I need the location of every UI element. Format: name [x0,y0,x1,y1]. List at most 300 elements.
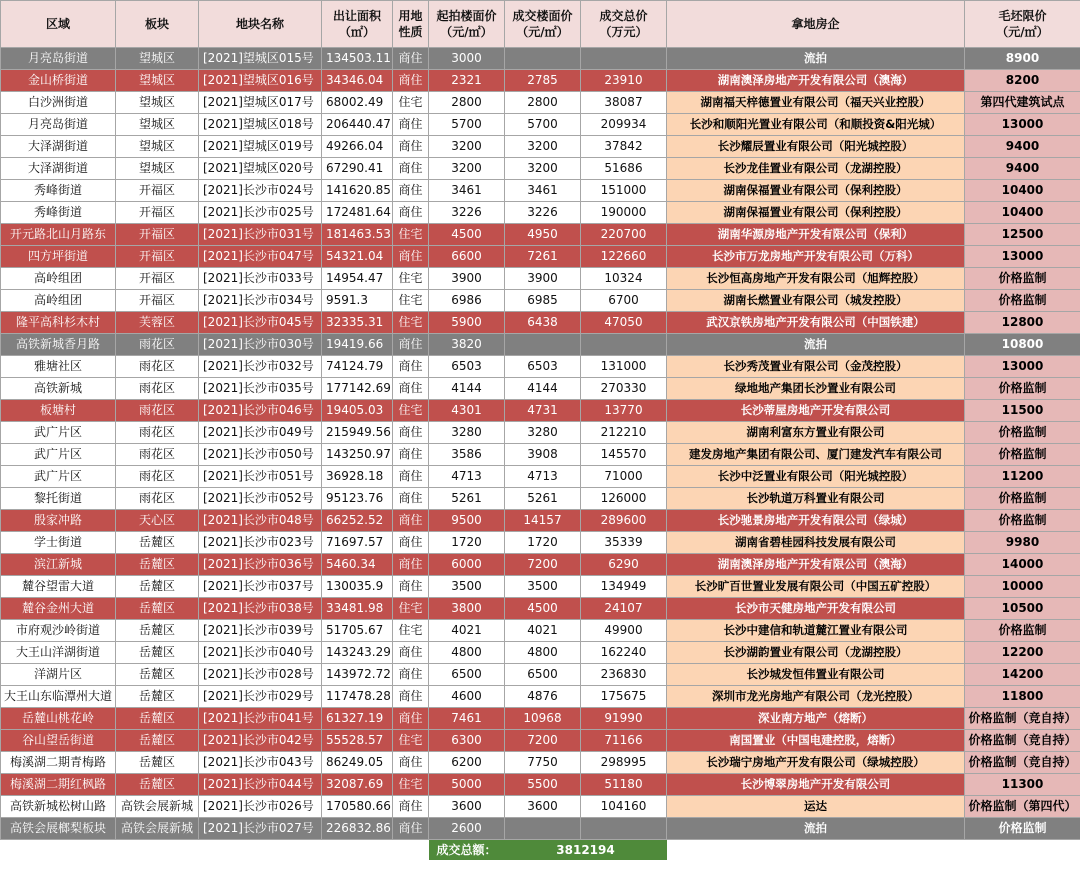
cell-deal-price: 5700 [505,114,581,136]
cell-sector: 开福区 [116,202,199,224]
table-row [1,488,1080,510]
cell-land-use: 商住 [393,554,429,576]
cell-start-price: 4144 [429,378,505,400]
total-row [1,840,1080,861]
table-row [1,356,1080,378]
cell-start-price: 6600 [429,246,505,268]
cell-deal-price: 3900 [505,268,581,290]
cell-land-use: 商住 [393,422,429,444]
column-header-region: 区域 [1,1,116,48]
cell-sector: 雨花区 [116,488,199,510]
cell-price-limit: 价格监制（竞自持） [965,752,1080,774]
table-row [1,532,1080,554]
cell-land-use: 住宅 [393,598,429,620]
cell-total-price: 38087 [581,92,667,114]
cell-land-use: 商住 [393,818,429,840]
cell-parcel-name: [2021]长沙市034号 [199,290,322,312]
cell-price-limit: 9400 [965,136,1080,158]
cell-price-limit: 第四代建筑试点 [965,92,1080,114]
cell-total-price: 298995 [581,752,667,774]
cell-developer: 湖南保福置业有限公司（保利控股） [667,180,965,202]
cell-deal-price: 6503 [505,356,581,378]
cell-sector: 岳麓区 [116,598,199,620]
cell-sector: 芙蓉区 [116,312,199,334]
cell-land-use: 住宅 [393,290,429,312]
cell-area: 86249.05 [322,752,393,774]
cell-parcel-name: [2021]长沙市042号 [199,730,322,752]
cell-parcel-name: [2021]长沙市037号 [199,576,322,598]
column-header-start-price: 起拍楼面价 （元/㎡） [429,1,505,48]
column-header-price-limit: 毛坯限价 （元/㎡） [965,1,1080,48]
cell-total-price [581,818,667,840]
cell-deal-price: 7200 [505,730,581,752]
cell-land-use: 住宅 [393,774,429,796]
cell-sector: 望城区 [116,158,199,180]
cell-land-use: 商住 [393,48,429,70]
cell-deal-price: 5261 [505,488,581,510]
cell-area: 134503.11 [322,48,393,70]
cell-parcel-name: [2021]望城区015号 [199,48,322,70]
table-row [1,466,1080,488]
cell-sector: 雨花区 [116,334,199,356]
cell-land-use: 商住 [393,686,429,708]
table-row [1,70,1080,92]
cell-start-price: 5000 [429,774,505,796]
cell-region: 高岭组团 [1,290,116,312]
cell-land-use: 住宅 [393,92,429,114]
cell-region: 洋湖片区 [1,664,116,686]
cell-developer: 湖南保福置业有限公司（保利控股） [667,202,965,224]
cell-price-limit: 10400 [965,180,1080,202]
cell-parcel-name: [2021]望城区017号 [199,92,322,114]
table-row [1,378,1080,400]
cell-parcel-name: [2021]望城区018号 [199,114,322,136]
cell-region: 滨江新城 [1,554,116,576]
cell-deal-price: 3200 [505,158,581,180]
cell-deal-price: 3280 [505,422,581,444]
cell-area: 61327.19 [322,708,393,730]
cell-region: 谷山望岳街道 [1,730,116,752]
table-row [1,202,1080,224]
cell-land-use: 商住 [393,180,429,202]
cell-land-use: 住宅 [393,620,429,642]
table-row [1,400,1080,422]
cell-region: 四方坪街道 [1,246,116,268]
cell-sector: 雨花区 [116,400,199,422]
table-row [1,554,1080,576]
cell-price-limit: 14000 [965,554,1080,576]
cell-price-limit: 价格监制 [965,818,1080,840]
cell-developer: 湖南澳泽房地产开发有限公司（澳海） [667,554,965,576]
cell-deal-price: 4021 [505,620,581,642]
table-row [1,180,1080,202]
cell-total-price: 122660 [581,246,667,268]
cell-total-price: 71166 [581,730,667,752]
cell-parcel-name: [2021]长沙市028号 [199,664,322,686]
cell-area: 177142.69 [322,378,393,400]
cell-total-price: 212210 [581,422,667,444]
cell-developer: 长沙中建信和轨道麓江置业有限公司 [667,620,965,642]
cell-sector: 开福区 [116,246,199,268]
cell-total-price: 91990 [581,708,667,730]
cell-start-price: 4021 [429,620,505,642]
cell-parcel-name: [2021]长沙市051号 [199,466,322,488]
cell-sector: 岳麓区 [116,708,199,730]
cell-deal-price: 7200 [505,554,581,576]
cell-parcel-name: [2021]长沙市038号 [199,598,322,620]
cell-region: 大王山东临潭州大道 [1,686,116,708]
cell-total-price [581,48,667,70]
cell-price-limit: 价格监制 [965,378,1080,400]
cell-parcel-name: [2021]长沙市044号 [199,774,322,796]
cell-parcel-name: [2021]长沙市048号 [199,510,322,532]
cell-land-use: 商住 [393,444,429,466]
cell-start-price: 3200 [429,158,505,180]
cell-deal-price [505,334,581,356]
cell-price-limit: 8900 [965,48,1080,70]
cell-developer: 深业南方地产（熔断） [667,708,965,730]
cell-region: 雅塘社区 [1,356,116,378]
cell-land-use: 住宅 [393,224,429,246]
cell-start-price: 5900 [429,312,505,334]
cell-area: 172481.64 [322,202,393,224]
cell-deal-price: 3600 [505,796,581,818]
table-row [1,422,1080,444]
cell-total-price: 190000 [581,202,667,224]
cell-parcel-name: [2021]长沙市052号 [199,488,322,510]
cell-deal-price: 3226 [505,202,581,224]
cell-sector: 岳麓区 [116,554,199,576]
cell-price-limit: 12800 [965,312,1080,334]
cell-parcel-name: [2021]长沙市026号 [199,796,322,818]
cell-area: 226832.86 [322,818,393,840]
cell-developer: 流拍 [667,818,965,840]
cell-start-price: 6503 [429,356,505,378]
cell-price-limit: 价格监制 [965,444,1080,466]
cell-total-price: 104160 [581,796,667,818]
cell-total-price: 145570 [581,444,667,466]
cell-parcel-name: [2021]长沙市036号 [199,554,322,576]
cell-sector: 望城区 [116,136,199,158]
cell-price-limit: 9400 [965,158,1080,180]
cell-sector: 岳麓区 [116,686,199,708]
cell-price-limit: 价格监制 [965,620,1080,642]
cell-region: 岳麓山桃花岭 [1,708,116,730]
cell-total-price: 37842 [581,136,667,158]
cell-area: 117478.28 [322,686,393,708]
cell-land-use: 商住 [393,378,429,400]
cell-start-price: 6500 [429,664,505,686]
cell-sector: 高铁会展新城 [116,818,199,840]
cell-total-price: 10324 [581,268,667,290]
cell-region: 梅溪湖二期青梅路 [1,752,116,774]
cell-area: 33481.98 [322,598,393,620]
cell-developer: 长沙驰景房地产开发有限公司（绿城） [667,510,965,532]
cell-deal-price: 4950 [505,224,581,246]
column-header-land-use: 用地 性质 [393,1,429,48]
cell-total-price: 13770 [581,400,667,422]
cell-start-price: 3800 [429,598,505,620]
cell-start-price: 3586 [429,444,505,466]
cell-start-price: 3820 [429,334,505,356]
cell-price-limit: 价格监制（竞自持） [965,708,1080,730]
cell-area: 95123.76 [322,488,393,510]
cell-land-use: 商住 [393,202,429,224]
cell-developer: 长沙蒂屋房地产开发有限公司 [667,400,965,422]
cell-area: 141620.85 [322,180,393,202]
cell-deal-price [505,48,581,70]
cell-developer: 绿地地产集团长沙置业有限公司 [667,378,965,400]
table-row [1,136,1080,158]
cell-sector: 开福区 [116,290,199,312]
cell-sector: 开福区 [116,268,199,290]
cell-area: 67290.41 [322,158,393,180]
cell-start-price: 6300 [429,730,505,752]
cell-sector: 开福区 [116,180,199,202]
cell-deal-price: 7261 [505,246,581,268]
cell-developer: 长沙湖韵置业有限公司（龙湖控股） [667,642,965,664]
cell-parcel-name: [2021]长沙市050号 [199,444,322,466]
cell-parcel-name: [2021]长沙市041号 [199,708,322,730]
cell-region: 高铁新城松树山路 [1,796,116,818]
cell-region: 黎托街道 [1,488,116,510]
table-row [1,510,1080,532]
cell-sector: 望城区 [116,92,199,114]
cell-price-limit: 11500 [965,400,1080,422]
cell-area: 19405.03 [322,400,393,422]
cell-area: 71697.57 [322,532,393,554]
cell-start-price: 4301 [429,400,505,422]
cell-start-price: 3200 [429,136,505,158]
cell-land-use: 商住 [393,466,429,488]
cell-land-use: 住宅 [393,312,429,334]
cell-deal-price [505,818,581,840]
cell-price-limit: 9980 [965,532,1080,554]
cell-area: 51705.67 [322,620,393,642]
cell-price-limit: 10800 [965,334,1080,356]
cell-developer: 长沙秀茂置业有限公司（金茂控股） [667,356,965,378]
cell-area: 34346.04 [322,70,393,92]
cell-price-limit: 价格监制 [965,510,1080,532]
cell-area: 143243.29 [322,642,393,664]
cell-start-price: 3600 [429,796,505,818]
cell-price-limit: 13000 [965,114,1080,136]
cell-sector: 天心区 [116,510,199,532]
cell-parcel-name: [2021]望城区019号 [199,136,322,158]
table-row [1,48,1080,70]
table-row [1,774,1080,796]
cell-deal-price: 4144 [505,378,581,400]
column-header-deal-price: 成交楼面价 （元/㎡） [505,1,581,48]
cell-deal-price: 10968 [505,708,581,730]
cell-developer: 长沙耀辰置业有限公司（阳光城控股） [667,136,965,158]
cell-land-use: 商住 [393,708,429,730]
cell-area: 55528.57 [322,730,393,752]
cell-area: 143972.72 [322,664,393,686]
cell-land-use: 商住 [393,796,429,818]
cell-deal-price: 4713 [505,466,581,488]
cell-deal-price: 3908 [505,444,581,466]
cell-parcel-name: [2021]长沙市025号 [199,202,322,224]
cell-total-price: 289600 [581,510,667,532]
cell-area: 49266.04 [322,136,393,158]
cell-total-price: 6290 [581,554,667,576]
cell-start-price: 3000 [429,48,505,70]
cell-total-price: 126000 [581,488,667,510]
cell-developer: 湖南福天梓德置业有限公司（福天兴业控股） [667,92,965,114]
cell-developer: 流拍 [667,48,965,70]
cell-developer: 武汉京铁房地产开发有限公司（中国铁建） [667,312,965,334]
cell-region: 大泽湖街道 [1,158,116,180]
cell-deal-price: 14157 [505,510,581,532]
cell-start-price: 5261 [429,488,505,510]
cell-region: 麓谷金州大道 [1,598,116,620]
cell-start-price: 6000 [429,554,505,576]
cell-developer: 长沙恒高房地产开发有限公司（旭辉控股） [667,268,965,290]
cell-parcel-name: [2021]长沙市049号 [199,422,322,444]
cell-sector: 望城区 [116,48,199,70]
cell-developer: 深圳市龙光房地产有限公司（龙光控股） [667,686,965,708]
cell-total-price: 270330 [581,378,667,400]
cell-total-price: 131000 [581,356,667,378]
cell-parcel-name: [2021]长沙市033号 [199,268,322,290]
cell-price-limit: 13000 [965,246,1080,268]
table-row [1,708,1080,730]
cell-start-price: 4800 [429,642,505,664]
cell-start-price: 2800 [429,92,505,114]
cell-region: 金山桥街道 [1,70,116,92]
cell-sector: 雨花区 [116,444,199,466]
cell-developer: 湖南澳泽房地产开发有限公司（澳海） [667,70,965,92]
cell-land-use: 商住 [393,752,429,774]
cell-parcel-name: [2021]望城区020号 [199,158,322,180]
cell-developer: 长沙龙佳置业有限公司（龙湖控股） [667,158,965,180]
cell-sector: 雨花区 [116,356,199,378]
cell-region: 月亮岛街道 [1,48,116,70]
cell-price-limit: 价格监制（竞自持） [965,730,1080,752]
cell-developer: 湖南华源房地产开发有限公司（保利） [667,224,965,246]
cell-region: 秀峰街道 [1,202,116,224]
cell-area: 14954.47 [322,268,393,290]
table-row [1,312,1080,334]
cell-deal-price: 4731 [505,400,581,422]
cell-parcel-name: [2021]长沙市035号 [199,378,322,400]
cell-price-limit: 10000 [965,576,1080,598]
cell-sector: 岳麓区 [116,774,199,796]
cell-parcel-name: [2021]长沙市043号 [199,752,322,774]
cell-area: 9591.3 [322,290,393,312]
cell-region: 梅溪湖二期红枫路 [1,774,116,796]
cell-total-price [581,334,667,356]
table-row [1,444,1080,466]
cell-total-price: 35339 [581,532,667,554]
cell-total-price: 162240 [581,642,667,664]
total-value: 3812194 [505,840,667,861]
cell-price-limit: 12200 [965,642,1080,664]
cell-start-price: 3461 [429,180,505,202]
cell-region: 板塘村 [1,400,116,422]
table-row [1,730,1080,752]
cell-area: 5460.34 [322,554,393,576]
cell-deal-price: 3500 [505,576,581,598]
cell-total-price: 51180 [581,774,667,796]
cell-developer: 长沙城发恒伟置业有限公司 [667,664,965,686]
cell-land-use: 商住 [393,576,429,598]
cell-parcel-name: [2021]长沙市047号 [199,246,322,268]
cell-parcel-name: [2021]长沙市030号 [199,334,322,356]
cell-land-use: 商住 [393,664,429,686]
cell-area: 32335.31 [322,312,393,334]
header-row [1,1,1080,48]
cell-sector: 岳麓区 [116,620,199,642]
cell-deal-price: 3461 [505,180,581,202]
column-header-developer: 拿地房企 [667,1,965,48]
cell-region: 武广片区 [1,422,116,444]
cell-area: 66252.52 [322,510,393,532]
cell-price-limit: 10400 [965,202,1080,224]
cell-parcel-name: [2021]长沙市031号 [199,224,322,246]
cell-total-price: 24107 [581,598,667,620]
cell-region: 武广片区 [1,444,116,466]
cell-start-price: 9500 [429,510,505,532]
cell-start-price: 4713 [429,466,505,488]
cell-total-price: 134949 [581,576,667,598]
cell-sector: 高铁会展新城 [116,796,199,818]
cell-price-limit: 11800 [965,686,1080,708]
cell-total-price: 23910 [581,70,667,92]
column-header-area: 出让面积 （㎡） [322,1,393,48]
table-row [1,114,1080,136]
cell-sector: 岳麓区 [116,576,199,598]
cell-sector: 望城区 [116,114,199,136]
cell-deal-price: 2800 [505,92,581,114]
cell-area: 54321.04 [322,246,393,268]
cell-total-price: 51686 [581,158,667,180]
cell-total-price: 175675 [581,686,667,708]
cell-deal-price: 7750 [505,752,581,774]
cell-parcel-name: [2021]长沙市024号 [199,180,322,202]
cell-total-price: 71000 [581,466,667,488]
cell-deal-price: 4800 [505,642,581,664]
cell-total-price: 209934 [581,114,667,136]
cell-land-use: 商住 [393,642,429,664]
cell-start-price: 5700 [429,114,505,136]
cell-deal-price: 3200 [505,136,581,158]
cell-region: 开元路北山月路东 [1,224,116,246]
cell-sector: 雨花区 [116,466,199,488]
cell-price-limit: 11200 [965,466,1080,488]
column-header-parcel-name: 地块名称 [199,1,322,48]
cell-deal-price: 6500 [505,664,581,686]
cell-parcel-name: [2021]望城区016号 [199,70,322,92]
cell-land-use: 商住 [393,158,429,180]
cell-price-limit: 价格监制 [965,422,1080,444]
cell-price-limit: 8200 [965,70,1080,92]
cell-region: 月亮岛街道 [1,114,116,136]
table-row [1,246,1080,268]
cell-region: 武广片区 [1,466,116,488]
cell-developer: 湖南长燃置业有限公司（城发控股） [667,290,965,312]
cell-region: 学士街道 [1,532,116,554]
table-row [1,642,1080,664]
cell-sector: 开福区 [116,224,199,246]
cell-region: 市府观沙岭街道 [1,620,116,642]
cell-start-price: 4500 [429,224,505,246]
cell-deal-price: 2785 [505,70,581,92]
cell-region: 高岭组团 [1,268,116,290]
cell-developer: 湖南利富东方置业有限公司 [667,422,965,444]
cell-developer: 运达 [667,796,965,818]
